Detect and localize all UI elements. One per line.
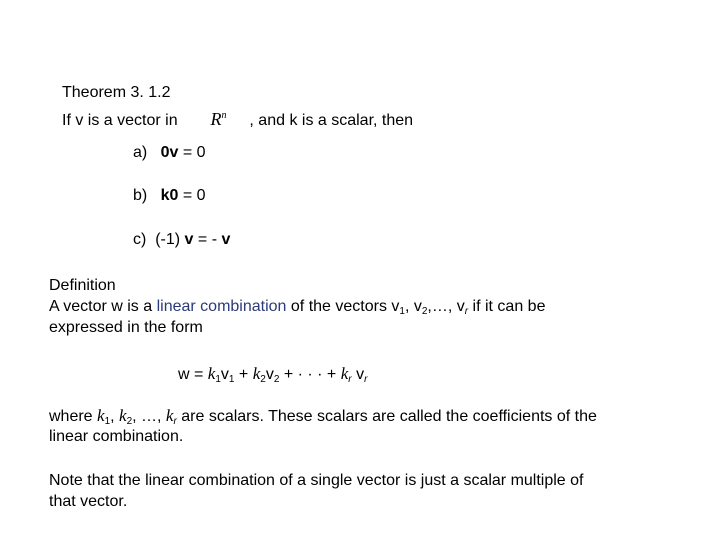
subscript: 1 xyxy=(215,374,221,385)
formula-dots: + · · · + xyxy=(279,366,341,383)
definition-line2: expressed in the form xyxy=(49,319,203,336)
formula-v: v xyxy=(220,366,229,383)
formula-k: k xyxy=(97,406,105,425)
theorem-item-a xyxy=(133,143,206,163)
subscript: 2 xyxy=(260,374,266,385)
definition-title: Definition xyxy=(49,277,116,294)
formula-w: w = xyxy=(178,366,208,383)
formula-k: k xyxy=(207,364,216,383)
space-exponent: n xyxy=(221,110,227,121)
subscript: 2 xyxy=(126,416,133,427)
def-text-b: of the vectors v xyxy=(286,298,400,315)
subscript: r xyxy=(464,306,469,317)
statement-start: If v is a vector in xyxy=(62,112,178,129)
statement-end: , and k is a scalar, then xyxy=(249,112,414,129)
subscript: r xyxy=(348,374,352,385)
formula-v: v xyxy=(265,366,274,383)
item-rest: = 0 xyxy=(178,144,206,161)
formula-k: k xyxy=(165,406,174,425)
theorem-item-b xyxy=(133,186,206,206)
linear-combination-term: linear combination xyxy=(156,298,287,315)
formula-k: k xyxy=(340,364,349,383)
theorem-title: Theorem 3. 1.2 xyxy=(62,84,171,101)
def-comma: , v xyxy=(404,298,422,315)
item-rest-bold: v xyxy=(221,231,231,248)
subscript: 2 xyxy=(273,374,280,385)
where-ellipsis: , …, xyxy=(132,408,166,425)
def-text-c: if it can be xyxy=(468,298,546,315)
item-expr: k0 xyxy=(160,187,179,204)
item-expr: 0v xyxy=(160,144,179,161)
where-b: are scalars. These scalars are called the coefficients of the xyxy=(176,408,597,425)
def-ellipsis: ,…, v xyxy=(427,298,465,315)
subscript: r xyxy=(364,374,368,385)
theorem-item-c xyxy=(133,230,230,250)
formula-plus: + xyxy=(234,366,253,383)
item-rest: = - xyxy=(193,231,222,248)
where-a: where xyxy=(49,408,98,425)
where-sep: , xyxy=(110,408,120,425)
formula-k: k xyxy=(252,364,261,383)
theorem-statement xyxy=(62,106,413,131)
item-prefix: (-1) xyxy=(155,231,185,248)
subscript: 1 xyxy=(104,416,111,427)
def-text-a: A vector w is a xyxy=(49,298,157,315)
item-label: c) xyxy=(133,231,147,248)
item-expr: v xyxy=(184,231,194,248)
linear-combination-formula xyxy=(178,364,367,390)
subscript: 1 xyxy=(399,306,405,317)
note-line1: Note that the linear combination of a single vector is just a scalar multiple of xyxy=(49,472,584,489)
subscript: 2 xyxy=(421,306,428,317)
item-label: b) xyxy=(133,187,148,204)
space-symbol: R xyxy=(210,109,222,129)
note-line2: that vector. xyxy=(49,493,128,510)
subscript: 1 xyxy=(228,374,235,385)
formula-k: k xyxy=(119,406,127,425)
where-line2: linear combination. xyxy=(49,428,184,445)
formula-v: v xyxy=(356,366,365,383)
subscript: r xyxy=(173,416,177,427)
item-rest: = 0 xyxy=(178,187,206,204)
item-label: a) xyxy=(133,144,148,161)
